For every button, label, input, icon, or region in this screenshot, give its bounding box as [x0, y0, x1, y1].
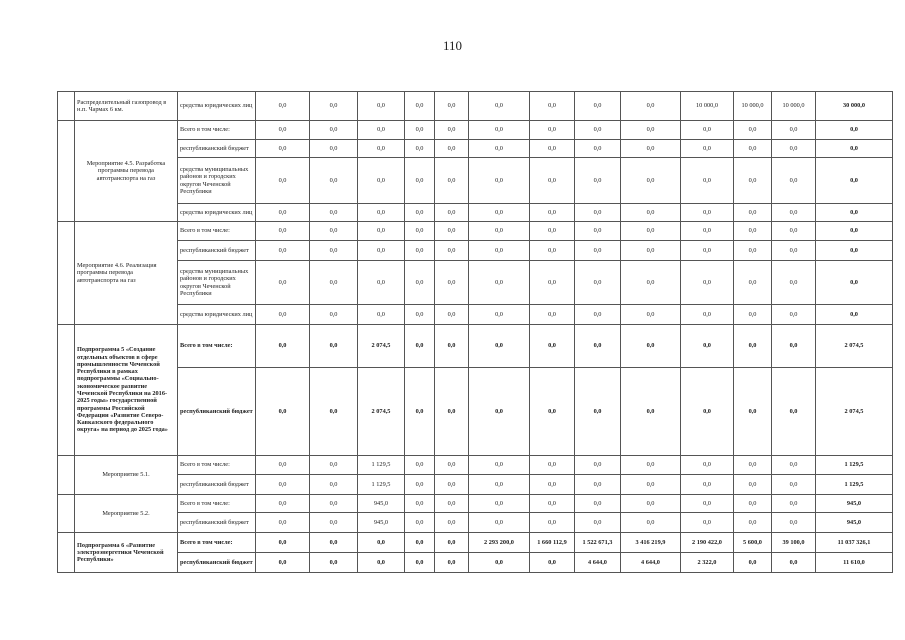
value-cell: 0,0: [530, 475, 575, 495]
value-cell: 0,0: [405, 533, 435, 553]
value-cell: 0,0: [621, 222, 681, 241]
value-cell: 0,0: [310, 92, 358, 121]
number-cell: [58, 533, 75, 573]
total-cell: 945,0: [816, 495, 893, 513]
value-cell: 0,0: [310, 222, 358, 241]
total-cell: 11 037 326,1: [816, 533, 893, 553]
funding-source-cell: средства юридических лиц: [178, 92, 256, 121]
value-cell: 0,0: [772, 158, 816, 204]
value-cell: 0,0: [734, 305, 772, 325]
table-body: [58, 92, 893, 573]
value-cell: 0,0: [469, 495, 530, 513]
funding-source-cell: Всего в том числе:: [178, 121, 256, 140]
value-cell: 0,0: [435, 140, 469, 158]
value-cell: 0,0: [530, 368, 575, 456]
value-cell: 0,0: [530, 553, 575, 573]
value-cell: 0,0: [575, 475, 621, 495]
value-cell: 0,0: [530, 158, 575, 204]
value-cell: 0,0: [310, 475, 358, 495]
value-cell: 0,0: [681, 495, 734, 513]
total-cell: 0,0: [816, 121, 893, 140]
value-cell: 0,0: [734, 158, 772, 204]
value-cell: 0,0: [358, 92, 405, 121]
value-cell: 0,0: [530, 305, 575, 325]
item-name-cell: Мероприятие 4.6. Реализация программы перевода автотранспорта на газ: [75, 222, 178, 325]
value-cell: 0,0: [405, 140, 435, 158]
value-cell: 0,0: [405, 368, 435, 456]
total-cell: 945,0: [816, 513, 893, 533]
value-cell: 0,0: [256, 475, 310, 495]
value-cell: 0,0: [435, 261, 469, 305]
value-cell: 0,0: [435, 533, 469, 553]
value-cell: 0,0: [256, 158, 310, 204]
value-cell: 0,0: [681, 241, 734, 261]
value-cell: 0,0: [358, 261, 405, 305]
total-cell: 0,0: [816, 204, 893, 222]
table-row: [58, 368, 893, 456]
value-cell: 0,0: [575, 92, 621, 121]
number-cell: [58, 495, 75, 533]
total-cell: 1 129,5: [816, 475, 893, 495]
value-cell: 10 000,0: [734, 92, 772, 121]
item-name-cell: Подпрограмма 6 «Развитие электроэнергетики Чеченской Республики»: [75, 533, 178, 573]
item-name-cell: Распределительный газопровод в н.п. Чармах 6 км.: [75, 92, 178, 121]
value-cell: 0,0: [530, 495, 575, 513]
value-cell: 0,0: [621, 204, 681, 222]
value-cell: 0,0: [681, 456, 734, 475]
value-cell: 2 293 200,0: [469, 533, 530, 553]
table-row: [58, 513, 893, 533]
funding-source-cell: Всего в том числе:: [178, 456, 256, 475]
value-cell: 0,0: [575, 368, 621, 456]
value-cell: 0,0: [435, 158, 469, 204]
value-cell: 5 600,0: [734, 533, 772, 553]
value-cell: 0,0: [435, 92, 469, 121]
value-cell: 0,0: [734, 456, 772, 475]
total-cell: 0,0: [816, 241, 893, 261]
value-cell: 0,0: [621, 513, 681, 533]
value-cell: 0,0: [405, 553, 435, 573]
value-cell: 1 522 671,3: [575, 533, 621, 553]
value-cell: 0,0: [530, 222, 575, 241]
value-cell: 0,0: [530, 325, 575, 368]
value-cell: 0,0: [405, 325, 435, 368]
value-cell: 0,0: [256, 553, 310, 573]
value-cell: 0,0: [772, 204, 816, 222]
table-row: [58, 204, 893, 222]
value-cell: 0,0: [435, 325, 469, 368]
value-cell: 0,0: [469, 204, 530, 222]
value-cell: 4 644,0: [621, 553, 681, 573]
funding-source-cell: республиканский бюджет: [178, 513, 256, 533]
value-cell: 0,0: [405, 305, 435, 325]
value-cell: 0,0: [469, 475, 530, 495]
value-cell: 0,0: [575, 158, 621, 204]
value-cell: 0,0: [256, 261, 310, 305]
value-cell: 0,0: [772, 241, 816, 261]
value-cell: 0,0: [435, 495, 469, 513]
value-cell: 0,0: [358, 204, 405, 222]
total-cell: 2 074,5: [816, 368, 893, 456]
value-cell: 0,0: [256, 495, 310, 513]
value-cell: 0,0: [256, 222, 310, 241]
value-cell: 0,0: [469, 513, 530, 533]
value-cell: 0,0: [681, 121, 734, 140]
funding-source-cell: средства юридических лиц: [178, 204, 256, 222]
value-cell: 0,0: [256, 92, 310, 121]
funding-source-cell: республиканский бюджет: [178, 553, 256, 573]
value-cell: 0,0: [405, 241, 435, 261]
value-cell: 0,0: [772, 121, 816, 140]
value-cell: 0,0: [621, 495, 681, 513]
value-cell: 0,0: [256, 204, 310, 222]
value-cell: 0,0: [734, 368, 772, 456]
value-cell: 2 190 422,0: [681, 533, 734, 553]
value-cell: 0,0: [405, 158, 435, 204]
value-cell: 0,0: [681, 475, 734, 495]
value-cell: 0,0: [405, 456, 435, 475]
value-cell: 0,0: [530, 140, 575, 158]
value-cell: 0,0: [681, 222, 734, 241]
value-cell: 0,0: [469, 92, 530, 121]
item-name-cell: Мероприятие 5.1.: [75, 456, 178, 495]
total-cell: 2 074,5: [816, 325, 893, 368]
value-cell: 0,0: [405, 121, 435, 140]
value-cell: 0,0: [772, 553, 816, 573]
value-cell: 0,0: [734, 495, 772, 513]
value-cell: 0,0: [256, 241, 310, 261]
funding-source-cell: республиканский бюджет: [178, 475, 256, 495]
value-cell: 0,0: [681, 513, 734, 533]
value-cell: 0,0: [681, 158, 734, 204]
value-cell: 0,0: [256, 533, 310, 553]
value-cell: 0,0: [734, 121, 772, 140]
value-cell: 0,0: [310, 533, 358, 553]
funding-source-cell: Всего в том числе:: [178, 222, 256, 241]
value-cell: 0,0: [681, 305, 734, 325]
value-cell: 0,0: [734, 553, 772, 573]
table-row: [58, 495, 893, 513]
value-cell: 0,0: [435, 368, 469, 456]
value-cell: 0,0: [310, 305, 358, 325]
value-cell: 0,0: [681, 261, 734, 305]
value-cell: 0,0: [621, 158, 681, 204]
value-cell: 0,0: [530, 456, 575, 475]
table-row: [58, 241, 893, 261]
value-cell: 0,0: [575, 140, 621, 158]
value-cell: 0,0: [469, 158, 530, 204]
value-cell: 0,0: [435, 222, 469, 241]
value-cell: 0,0: [310, 513, 358, 533]
value-cell: 0,0: [772, 222, 816, 241]
value-cell: 945,0: [358, 495, 405, 513]
item-name-cell: Мероприятие 5.2.: [75, 495, 178, 533]
value-cell: 0,0: [469, 553, 530, 573]
value-cell: 0,0: [734, 261, 772, 305]
value-cell: 0,0: [310, 204, 358, 222]
value-cell: 0,0: [310, 495, 358, 513]
value-cell: 1 129,5: [358, 456, 405, 475]
value-cell: 0,0: [405, 495, 435, 513]
value-cell: 0,0: [530, 261, 575, 305]
value-cell: 0,0: [621, 368, 681, 456]
number-cell: [58, 121, 75, 222]
table-row: [58, 533, 893, 553]
value-cell: 0,0: [734, 222, 772, 241]
value-cell: 0,0: [256, 456, 310, 475]
value-cell: 0,0: [530, 241, 575, 261]
item-name-cell: Подпрограмма 5 «Создание отдельных объектов в сфере промышленности Чеченской Республики в рамках подпрограммы «Социально-экономическое развитие Чеченской Республики на 2016-2025 годы» государственной программы Российской Федерации «Развитие Северо-Кавказского федерального округа» на период до 2025 года»: [75, 325, 178, 456]
value-cell: 0,0: [772, 475, 816, 495]
value-cell: 0,0: [435, 456, 469, 475]
funding-source-cell: республиканский бюджет: [178, 368, 256, 456]
table-row: [58, 158, 893, 204]
value-cell: 0,0: [358, 121, 405, 140]
value-cell: 0,0: [435, 204, 469, 222]
table-row: [58, 456, 893, 475]
value-cell: 0,0: [358, 553, 405, 573]
value-cell: 0,0: [405, 204, 435, 222]
value-cell: 0,0: [435, 553, 469, 573]
value-cell: 0,0: [358, 533, 405, 553]
table-row: [58, 140, 893, 158]
table-row: [58, 325, 893, 368]
value-cell: 0,0: [575, 495, 621, 513]
value-cell: 0,0: [256, 121, 310, 140]
table-row: [58, 92, 893, 121]
value-cell: 0,0: [310, 261, 358, 305]
total-cell: 11 610,0: [816, 553, 893, 573]
funding-source-cell: средства муниципальных районов и городских округов Чеченской Республики: [178, 261, 256, 305]
value-cell: 0,0: [310, 140, 358, 158]
total-cell: 30 000,0: [816, 92, 893, 121]
value-cell: 0,0: [256, 513, 310, 533]
value-cell: 0,0: [772, 513, 816, 533]
value-cell: 0,0: [469, 261, 530, 305]
total-cell: 0,0: [816, 158, 893, 204]
value-cell: 0,0: [621, 475, 681, 495]
table-row: [58, 553, 893, 573]
funding-source-cell: Всего в том числе:: [178, 495, 256, 513]
value-cell: 0,0: [405, 92, 435, 121]
value-cell: 0,0: [772, 368, 816, 456]
value-cell: 0,0: [358, 140, 405, 158]
funding-source-cell: Всего в том числе:: [178, 533, 256, 553]
value-cell: 0,0: [575, 513, 621, 533]
value-cell: 2 322,0: [681, 553, 734, 573]
value-cell: 0,0: [734, 241, 772, 261]
value-cell: 1 129,5: [358, 475, 405, 495]
value-cell: 0,0: [772, 140, 816, 158]
value-cell: 945,0: [358, 513, 405, 533]
value-cell: 0,0: [310, 553, 358, 573]
item-name-cell: Мероприятие 4.5. Разработка программы перевода автотранспорта на газ: [75, 121, 178, 222]
value-cell: 0,0: [681, 204, 734, 222]
value-cell: 0,0: [621, 92, 681, 121]
value-cell: 0,0: [358, 158, 405, 204]
value-cell: 0,0: [575, 121, 621, 140]
value-cell: 0,0: [405, 513, 435, 533]
value-cell: 0,0: [621, 456, 681, 475]
value-cell: 0,0: [405, 261, 435, 305]
value-cell: 1 660 112,9: [530, 533, 575, 553]
value-cell: 0,0: [530, 121, 575, 140]
value-cell: 0,0: [734, 204, 772, 222]
number-cell: [58, 456, 75, 495]
value-cell: 0,0: [469, 305, 530, 325]
value-cell: 2 074,5: [358, 368, 405, 456]
value-cell: 0,0: [310, 158, 358, 204]
value-cell: 0,0: [358, 305, 405, 325]
value-cell: 0,0: [469, 140, 530, 158]
value-cell: 0,0: [681, 368, 734, 456]
value-cell: 0,0: [405, 222, 435, 241]
value-cell: 0,0: [435, 475, 469, 495]
value-cell: 0,0: [575, 222, 621, 241]
number-cell: [58, 92, 75, 121]
value-cell: 0,0: [734, 475, 772, 495]
total-cell: 1 129,5: [816, 456, 893, 475]
value-cell: 0,0: [530, 204, 575, 222]
value-cell: 0,0: [435, 121, 469, 140]
value-cell: 10 000,0: [772, 92, 816, 121]
table-row: [58, 305, 893, 325]
value-cell: 0,0: [772, 305, 816, 325]
value-cell: 0,0: [772, 495, 816, 513]
value-cell: 10 000,0: [681, 92, 734, 121]
value-cell: 0,0: [256, 140, 310, 158]
value-cell: 0,0: [734, 140, 772, 158]
value-cell: 0,0: [621, 261, 681, 305]
value-cell: 0,0: [358, 241, 405, 261]
number-cell: [58, 325, 75, 456]
funding-source-cell: республиканский бюджет: [178, 140, 256, 158]
value-cell: 0,0: [469, 222, 530, 241]
value-cell: 0,0: [469, 456, 530, 475]
total-cell: 0,0: [816, 140, 893, 158]
value-cell: 0,0: [734, 325, 772, 368]
value-cell: 0,0: [469, 121, 530, 140]
value-cell: 0,0: [772, 261, 816, 305]
page-number: 110: [442, 38, 463, 53]
value-cell: 0,0: [772, 456, 816, 475]
value-cell: 0,0: [575, 261, 621, 305]
value-cell: 3 416 219,9: [621, 533, 681, 553]
value-cell: 0,0: [575, 241, 621, 261]
value-cell: 0,0: [256, 325, 310, 368]
funding-source-cell: средства юридических лиц: [178, 305, 256, 325]
value-cell: 0,0: [435, 305, 469, 325]
value-cell: 0,0: [256, 368, 310, 456]
value-cell: 0,0: [310, 456, 358, 475]
funding-source-cell: Всего в том числе:: [178, 325, 256, 368]
value-cell: 0,0: [469, 241, 530, 261]
table-row: [58, 121, 893, 140]
value-cell: 0,0: [530, 92, 575, 121]
value-cell: 0,0: [681, 140, 734, 158]
value-cell: 0,0: [310, 325, 358, 368]
value-cell: 0,0: [575, 456, 621, 475]
value-cell: 0,0: [621, 241, 681, 261]
value-cell: 39 100,0: [772, 533, 816, 553]
value-cell: 0,0: [772, 325, 816, 368]
value-cell: 0,0: [575, 204, 621, 222]
value-cell: 0,0: [435, 513, 469, 533]
value-cell: 0,0: [435, 241, 469, 261]
total-cell: 0,0: [816, 222, 893, 241]
value-cell: 0,0: [621, 325, 681, 368]
table-row: [58, 475, 893, 495]
number-cell: [58, 222, 75, 325]
value-cell: 0,0: [405, 475, 435, 495]
value-cell: 0,0: [575, 305, 621, 325]
total-cell: 0,0: [816, 261, 893, 305]
value-cell: 0,0: [358, 222, 405, 241]
value-cell: 0,0: [575, 325, 621, 368]
table-row: [58, 261, 893, 305]
value-cell: 0,0: [310, 121, 358, 140]
value-cell: 0,0: [310, 241, 358, 261]
value-cell: 0,0: [621, 305, 681, 325]
value-cell: 0,0: [530, 513, 575, 533]
value-cell: 0,0: [469, 325, 530, 368]
value-cell: 0,0: [681, 325, 734, 368]
value-cell: 0,0: [256, 305, 310, 325]
value-cell: 0,0: [734, 513, 772, 533]
value-cell: 0,0: [310, 368, 358, 456]
value-cell: 4 644,0: [575, 553, 621, 573]
funding-source-cell: республиканский бюджет: [178, 241, 256, 261]
total-cell: 0,0: [816, 305, 893, 325]
value-cell: 2 074,5: [358, 325, 405, 368]
budget-table: [57, 91, 893, 573]
table-row: [58, 222, 893, 241]
funding-source-cell: средства муниципальных районов и городских округов Чеченской Республики: [178, 158, 256, 204]
value-cell: 0,0: [621, 140, 681, 158]
value-cell: 0,0: [469, 368, 530, 456]
value-cell: 0,0: [621, 121, 681, 140]
